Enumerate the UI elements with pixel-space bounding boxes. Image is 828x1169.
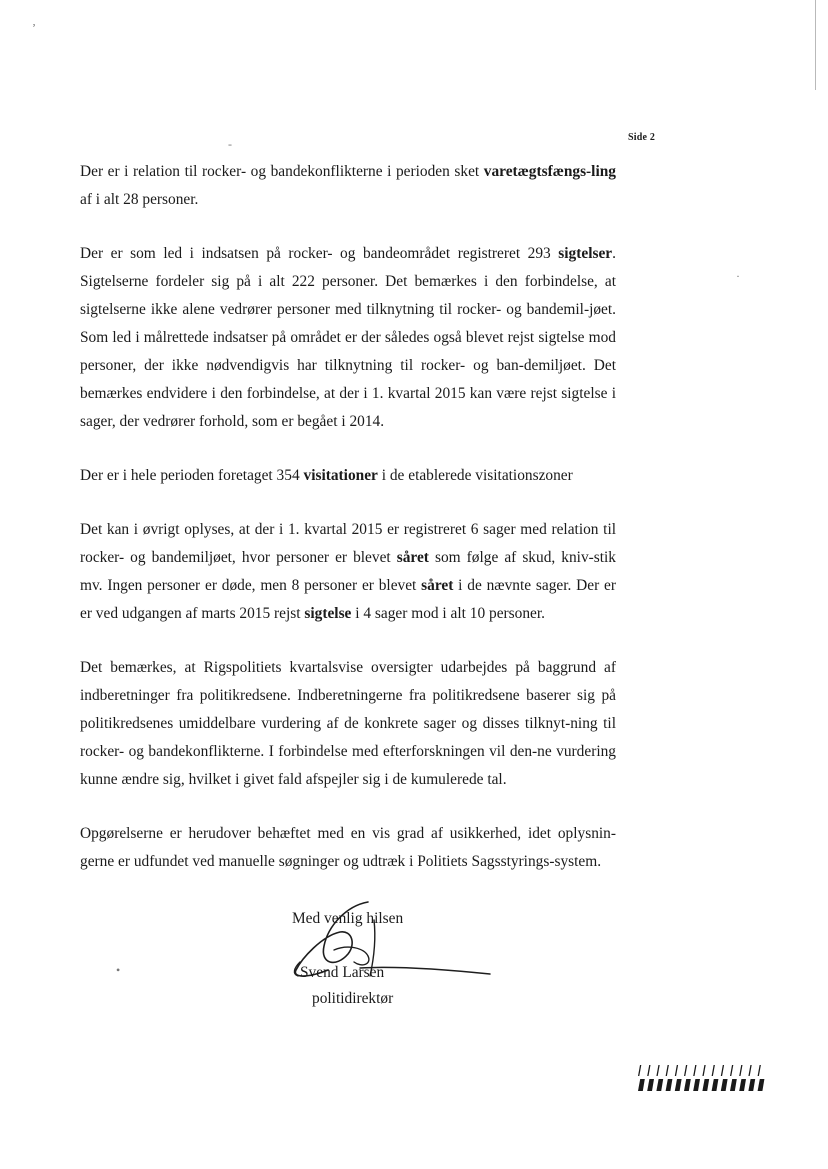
letter-body: [80, 158, 616, 882]
paragraph-text: . Sigtelserne fordeler sig på i alt 222 personer. Det bemærkes i den forbindelse, at sigtelserne ikke alene vedrører personer med tilknytning til rocker- og bandemil-jøet. Som led i målrettede indsatser på området er der således også blevet rejst sigtelse mod personer, der ikke nødvendigvis har tilknytning til rocker- og ban-demiljøet. Det bemærkes endvidere i den forbindelse, at der i 1. kvartal 2015 kan være rejst sigtelse i sager, der vedrører forhold, som er begået i 2014.: [80, 245, 616, 430]
signature-block: [282, 898, 542, 1028]
barcode-bar: [730, 1065, 733, 1076]
barcode-bar: [712, 1079, 719, 1091]
barcode-bar: [647, 1065, 650, 1076]
emphasized-term: visitationer: [303, 467, 378, 484]
barcode-bar: [693, 1065, 696, 1076]
paragraph-text: Der er i relation til rocker- og bandekonflikterne i perioden sket: [80, 163, 484, 180]
body-paragraph: [80, 240, 616, 436]
barcode-bar: [666, 1079, 673, 1091]
signature-closing: Med venlig hilsen: [292, 910, 404, 927]
barcode-bar: [712, 1065, 715, 1076]
barcode-bar: [758, 1079, 765, 1091]
body-paragraph: [80, 654, 616, 794]
emphasized-term: varetægtsfængs-ling: [483, 163, 616, 180]
barcode-bar: [675, 1079, 682, 1091]
barcode-bar: [638, 1079, 645, 1091]
paragraph-text: i de etablerede visitationszoner: [377, 467, 573, 484]
barcode-bar: [702, 1065, 705, 1076]
barcode-bar: [721, 1079, 728, 1091]
paragraph-text: som følge af skud, kniv-stik mv. Ingen personer er døde, men 8 personer er blevet: [80, 549, 617, 594]
paragraph-text: Det bemærkes, at Rigspolitiets kvartalsvise oversigter udarbejdes på baggrund af indberetninger fra politikredsene. Indberetningerne fra politikredsene baserer sig på politikredsenes umiddelbare vurdering af de konkrete sager og disses tilknyt-ning til rocker- og bandekonflikterne. I forbindelse med efterforskningen vil den-ne vurdering kunne ændre sig, hvilket i givet fald afspejler sig i de kumulerede tal.: [80, 659, 616, 788]
signer-title: politidirektør: [312, 990, 394, 1007]
paragraph-text: Det kan i øvrigt oplyses, at der i 1. kvartal 2015 er registreret 6 sager med relation til rocker- og bandemiljøet, hvor personer er blevet: [80, 521, 616, 566]
paragraph-text: i 4 sager mod i alt 10 personer.: [351, 605, 546, 622]
scan-speck: •: [116, 963, 121, 977]
signer-name: Svend Larsen: [300, 964, 385, 981]
body-paragraph: [80, 158, 616, 214]
barcode-bar: [693, 1079, 700, 1091]
scan-speck: -: [228, 137, 232, 151]
paragraph-text: Opgørelserne er herudover behæftet med en vis grad af usikkerhed, idet oplysnin-gerne er udfundet ved manuelle søgninger og udtræk i Politiets Sagsstyrings-system.: [80, 825, 616, 870]
barcode-bar: [647, 1079, 654, 1091]
paragraph-text: Der er i hele perioden foretaget 354: [80, 467, 304, 484]
barcode-bar: [675, 1065, 678, 1076]
body-paragraph: [80, 462, 616, 490]
barcode-bar: [684, 1065, 687, 1076]
page-number: Side 2: [628, 132, 656, 143]
barcode-bar: [730, 1079, 737, 1091]
barcode-bar: [656, 1079, 663, 1091]
emphasized-term: såret: [421, 577, 454, 594]
scan-speck: ʼ: [32, 21, 36, 35]
barcode-bar: [748, 1065, 751, 1076]
barcode-bar: [739, 1065, 742, 1076]
barcode-bar: [758, 1065, 761, 1076]
emphasized-term: sigtelser: [558, 245, 613, 262]
paragraph-text: Der er som led i indsatsen på rocker- og bandeområdet registreret 293: [80, 245, 559, 262]
barcode-bar: [656, 1065, 659, 1076]
scan-edge-line: [815, 0, 816, 90]
paragraph-text: af i alt 28 personer.: [80, 191, 199, 208]
scan-speck: ·: [736, 269, 740, 283]
body-paragraph: [80, 820, 616, 876]
barcode-bar: [684, 1079, 691, 1091]
document-barcode: [636, 1064, 768, 1092]
emphasized-term: såret: [396, 549, 429, 566]
barcode-bar: [739, 1079, 746, 1091]
barcode-bar: [666, 1065, 669, 1076]
barcode-bar: [748, 1079, 755, 1091]
barcode-bar: [721, 1065, 724, 1076]
emphasized-term: sigtelse: [304, 605, 352, 622]
barcode-bar: [702, 1079, 709, 1091]
barcode-bar: [638, 1065, 641, 1076]
body-paragraph: [80, 516, 616, 628]
paragraph-text: i de nævnte sager. Der er er ved udgangen af marts 2015 rejst: [80, 577, 616, 622]
